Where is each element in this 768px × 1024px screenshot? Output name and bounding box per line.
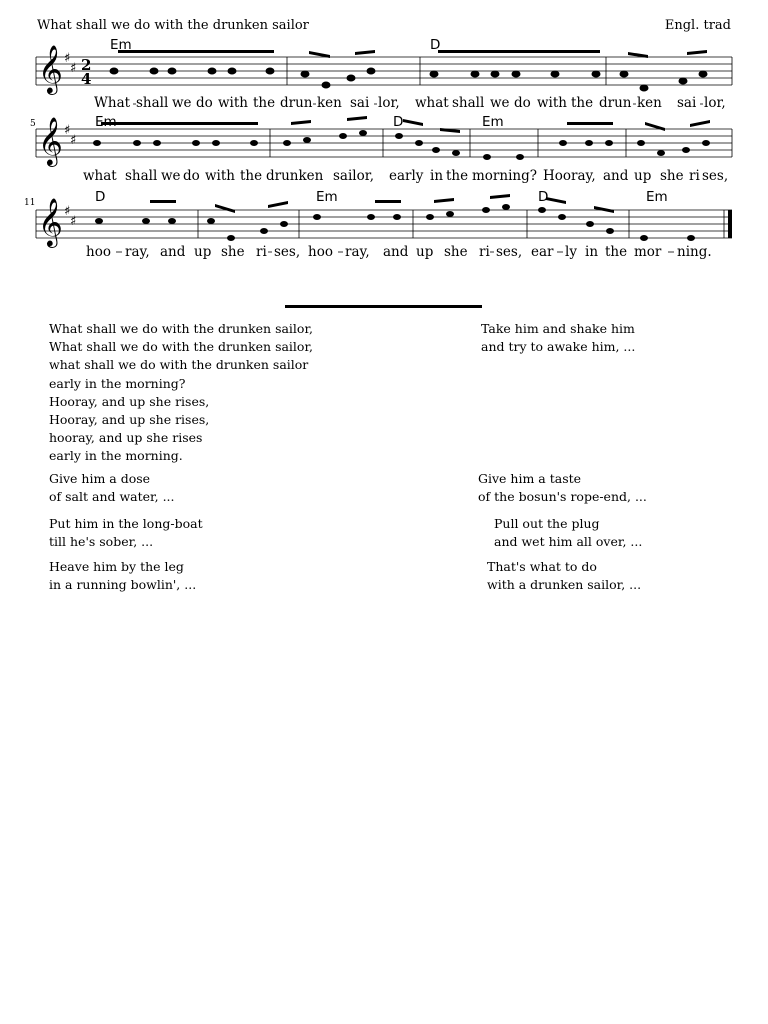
- lyric-syllable: and: [383, 244, 409, 260]
- verse-line: hooray, and up she rises: [49, 430, 203, 446]
- chord-symbol: D: [95, 189, 106, 205]
- svg-text:♯: ♯: [70, 214, 77, 229]
- svg-text:♯: ♯: [70, 133, 77, 148]
- lyric-syllable: Hooray,: [543, 168, 596, 184]
- lyric-syllable: do: [183, 168, 200, 184]
- lyric-syllable: ses,: [274, 244, 301, 260]
- verse-line: early in the morning.: [49, 448, 183, 464]
- lyric-syllable: ray,: [345, 244, 370, 260]
- verse-line: Put him in the long-boat: [49, 516, 203, 531]
- lyric-syllable: early: [389, 168, 424, 184]
- lyrics-line-3: [86, 244, 712, 260]
- svg-text:♯: ♯: [64, 123, 71, 138]
- verse-line: early in the morning?: [49, 375, 186, 391]
- lyric-syllable: drunken: [266, 168, 324, 184]
- key-signature: [64, 123, 76, 148]
- lyric-syllable: ken: [317, 95, 342, 111]
- lyric-syllable: do: [514, 95, 531, 111]
- sheet-music-score: [0, 0, 768, 280]
- measure-number: 11: [24, 198, 36, 208]
- verse-left-4: [49, 558, 196, 594]
- verse-right-2: [478, 470, 647, 506]
- chord-symbol: Em: [646, 189, 668, 205]
- lyric-syllable: ri: [479, 244, 490, 260]
- svg-text:♯: ♯: [64, 204, 71, 219]
- lyric-syllable: ray,: [125, 244, 150, 260]
- verse-line: Give him a dose: [49, 471, 151, 486]
- lyric-syllable: ri: [689, 168, 700, 184]
- verse-right-3: [494, 515, 642, 551]
- verse-line: Hooray, and up she rises,: [49, 412, 210, 428]
- chord-symbol: D: [393, 114, 404, 130]
- lyric-syllable: ses,: [496, 244, 523, 260]
- treble-clef-icon: 𝄞: [38, 44, 63, 93]
- verse-right-4: [487, 558, 641, 594]
- lyric-syllable: the: [571, 95, 594, 111]
- lyric-syllable: ly: [565, 244, 577, 260]
- staff-3: [36, 210, 732, 238]
- lyric-syllable: what: [83, 168, 117, 184]
- lyric-syllable: we: [490, 95, 510, 111]
- chord-symbol: D: [538, 189, 549, 205]
- measure-number: 5: [30, 119, 36, 129]
- lyric-syllable: up: [634, 168, 652, 184]
- time-signature: [81, 56, 91, 88]
- lyric-syllable: What: [94, 95, 131, 111]
- verse-line: Heave him by the leg: [49, 559, 184, 574]
- lyric-syllable: with: [218, 95, 248, 111]
- lyric-syllable: what: [415, 95, 449, 111]
- verse-line: Take him and shake him: [481, 321, 635, 336]
- verse-right-1: [481, 320, 635, 356]
- final-barline: [728, 210, 732, 238]
- chord-symbol: Em: [110, 37, 132, 53]
- lyric-syllable: she: [444, 244, 468, 260]
- verse-left-3: [49, 515, 203, 551]
- lyric-syllable: drun: [280, 95, 313, 111]
- lyric-syllable: with: [205, 168, 235, 184]
- staff-1: [36, 57, 732, 85]
- lyric-syllable: ear: [531, 244, 554, 260]
- verse-line: in a running bowlin', ...: [49, 577, 197, 593]
- chord-symbol: Em: [316, 189, 338, 205]
- lyrics-line-2: [83, 168, 728, 184]
- composer-credit: Engl. trad: [664, 18, 731, 33]
- lyric-syllable: hoo: [86, 244, 111, 260]
- song-title: What shall we do with the drunken sailor: [37, 18, 309, 33]
- lyric-syllable: hoo: [308, 244, 333, 260]
- divider-line: [285, 305, 482, 308]
- lyric-syllable: in: [430, 168, 444, 184]
- lyric-syllable: shall: [125, 168, 158, 184]
- verse-left-2: [49, 470, 175, 506]
- verse-line: That's what to do: [487, 559, 597, 574]
- verse-line: till he's sober, ...: [49, 534, 154, 550]
- lyric-syllable: in: [585, 244, 599, 260]
- verse-line: Hooray, and up she rises,: [49, 393, 210, 409]
- verse-line: what shall we do with the drunken sailor: [49, 357, 309, 373]
- verse-line: of salt and water, ...: [49, 489, 175, 505]
- lyric-syllable: the: [446, 168, 469, 184]
- verse-line: of the bosun's rope-end, ...: [478, 489, 647, 505]
- lyric-syllable: shall: [136, 95, 169, 111]
- lyric-syllable: the: [240, 168, 263, 184]
- lyrics-line-1: [94, 95, 726, 111]
- chord-symbol: Em: [95, 114, 117, 130]
- lyric-syllable: shall: [452, 95, 485, 111]
- lyric-syllable: we: [172, 95, 192, 111]
- svg-text:4: 4: [81, 70, 92, 88]
- verse-line: with a drunken sailor, ...: [487, 577, 642, 593]
- lyric-syllable: sai: [350, 95, 370, 111]
- lyric-syllable: she: [660, 168, 684, 184]
- lyric-syllable: the: [253, 95, 276, 111]
- lyric-syllable: sailor,: [333, 168, 375, 184]
- lyric-syllable: ning.: [677, 244, 712, 260]
- lyric-syllable: she: [221, 244, 245, 260]
- svg-text:2: 2: [81, 56, 92, 74]
- svg-text:♯: ♯: [64, 51, 71, 66]
- verse-line: What shall we do with the drunken sailor,: [49, 321, 314, 336]
- lyric-syllable: morning?: [472, 168, 537, 184]
- verse-line: and try to awake him, ...: [481, 339, 636, 355]
- lyric-syllable: sai: [677, 95, 697, 111]
- lyric-syllable: and: [160, 244, 186, 260]
- verse-line: Pull out the plug: [494, 516, 600, 531]
- notes-staff-3: [95, 194, 695, 241]
- verse-line: Give him a taste: [478, 471, 582, 486]
- lyric-syllable: do: [196, 95, 213, 111]
- verse-chorus: [49, 320, 313, 466]
- lyric-syllable: ses,: [702, 168, 729, 184]
- lyric-syllable: lor,: [704, 95, 726, 111]
- treble-clef-icon: 𝄞: [38, 197, 63, 246]
- lyric-syllable: ri: [256, 244, 267, 260]
- lyric-syllable: the: [605, 244, 628, 260]
- lyric-syllable: up: [194, 244, 212, 260]
- verse-line: and wet him all over, ...: [494, 534, 643, 550]
- chord-symbol: D: [430, 37, 441, 53]
- lyric-syllable: lor,: [378, 95, 400, 111]
- key-signature: [64, 204, 76, 229]
- lyric-syllable: up: [416, 244, 434, 260]
- lyric-syllable: ken: [637, 95, 662, 111]
- lyric-syllable: we: [161, 168, 181, 184]
- treble-clef-icon: 𝄞: [38, 116, 63, 165]
- key-signature: [64, 51, 76, 76]
- lyric-syllable: drun: [599, 95, 632, 111]
- chord-symbol: Em: [482, 114, 504, 130]
- verse-line: What shall we do with the drunken sailor,: [49, 339, 314, 355]
- svg-text:♯: ♯: [70, 61, 77, 76]
- lyric-syllable: with: [537, 95, 567, 111]
- lyric-syllable: and: [603, 168, 629, 184]
- lyric-syllable: mor: [634, 244, 662, 260]
